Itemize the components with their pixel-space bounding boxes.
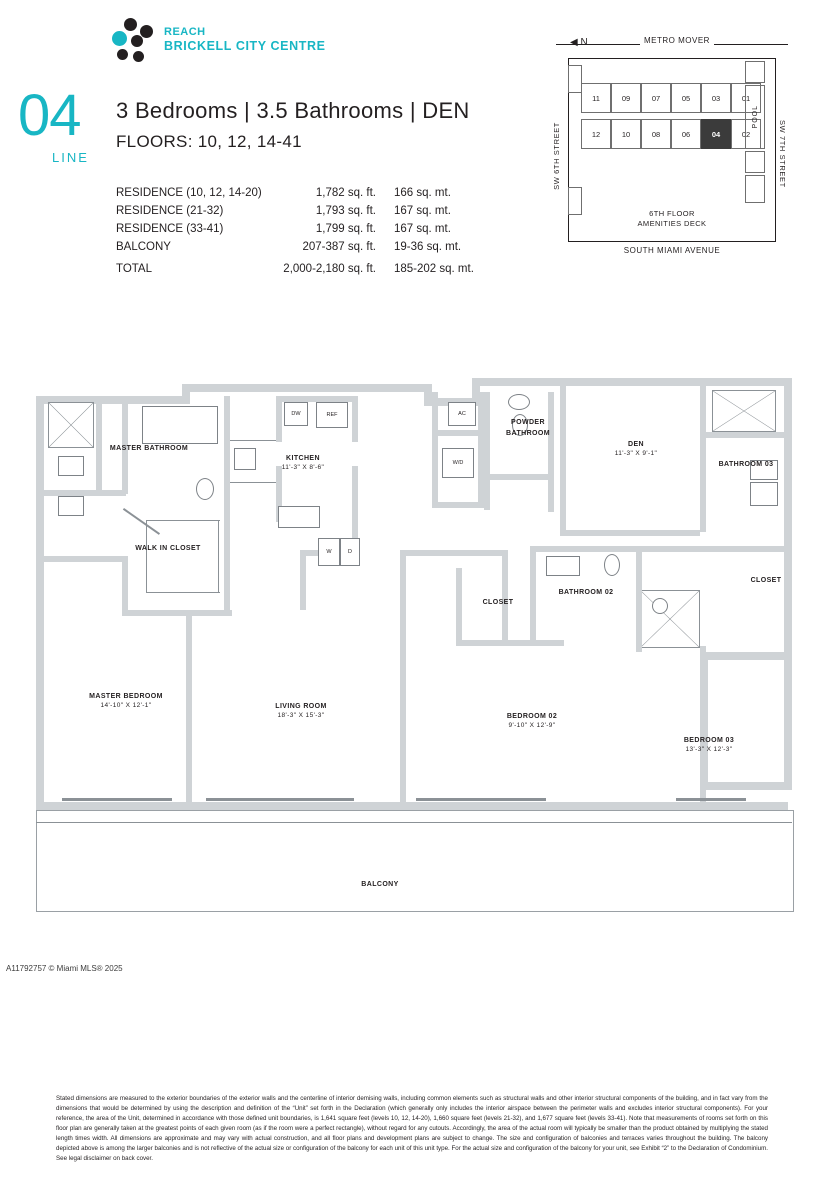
key-plan-unit-03[interactable]: 03 — [701, 83, 731, 113]
closet-shelf-top-right — [712, 390, 776, 432]
spec-label: TOTAL — [116, 263, 152, 275]
wall-bath02-left — [400, 550, 406, 668]
key-plan-unit-07[interactable]: 07 — [641, 83, 671, 113]
room-label-closet-2: CLOSET — [750, 577, 782, 584]
room-label-master-bedroom: MASTER BEDROOM 14'-10" X 12'-1" — [89, 693, 163, 710]
table-row — [116, 184, 480, 202]
table-row — [116, 260, 480, 278]
mls-watermark: A11792757 © Miami MLS® 2025 — [6, 964, 123, 973]
spec-sqft: 1,782 sq. ft. — [315, 187, 376, 199]
kitchen-sink — [278, 506, 320, 528]
room-label-balcony: BALCONY — [361, 881, 399, 888]
closet-line-4 — [146, 592, 220, 593]
room-label-living-room: LIVING ROOM 18'-3" X 15'-3" — [275, 703, 327, 720]
wall-powder-right — [548, 392, 554, 512]
pool-label: POOL — [751, 105, 759, 129]
spec-sqmt: 185-202 sq. mt. — [394, 263, 474, 275]
room-label-bathroom-03: BATHROOM 03 — [718, 461, 774, 468]
pool-area — [745, 85, 765, 149]
wall-closet-left — [122, 556, 128, 616]
window-master — [62, 798, 172, 801]
wall-closet-bottom — [122, 610, 232, 616]
spec-sqmt: 167 sq. mt. — [394, 205, 451, 217]
key-plan-unit-06[interactable]: 06 — [671, 119, 701, 149]
closet-line-2 — [146, 520, 147, 592]
amenities-deck-line2: AMENITIES DECK — [637, 219, 707, 228]
closet-line-1 — [146, 520, 220, 521]
room-label-walk-in-closet: WALK IN CLOSET — [135, 545, 201, 552]
toilet-master — [196, 478, 214, 500]
wall-closet-top — [36, 556, 128, 562]
room-label-kitchen: KITCHEN 11'-3" X 8'-6" — [281, 455, 325, 472]
wall-bottom-right — [700, 782, 792, 790]
floor-plan-drawing — [0, 370, 822, 973]
spec-label: RESIDENCE (10, 12, 14-20) — [116, 187, 262, 199]
wall-kitchen-left — [224, 396, 230, 612]
brand-logo — [112, 18, 326, 62]
key-plan-unit-12[interactable]: 12 — [581, 119, 611, 149]
sink-round — [652, 598, 668, 614]
sink-powder — [508, 394, 530, 410]
window-bed03 — [676, 798, 746, 801]
wall-bath02-right — [530, 546, 536, 646]
amenities-deck-line1: 6TH FLOOR — [649, 209, 695, 218]
brand-line-1: REACH — [164, 26, 206, 39]
room-label-bathroom-02: BATHROOM 02 — [558, 589, 614, 596]
washer: W — [318, 538, 340, 566]
wall-master-bed-right — [186, 646, 192, 810]
wall-bed02-closet — [636, 546, 642, 652]
wall-kitchen-pantry — [276, 396, 282, 442]
window-living-2 — [264, 798, 354, 801]
key-plan-unit-10[interactable]: 10 — [611, 119, 641, 149]
street-label-south-miami: SOUTH MIAMI AVENUE — [623, 246, 721, 255]
wall-wd-bottom — [432, 502, 484, 508]
refrigerator: REF — [316, 402, 348, 428]
wall-bath03-left — [700, 386, 706, 532]
key-plan-floorplate — [568, 58, 776, 242]
wall-closet-right-top — [700, 546, 792, 552]
wall-exterior-left — [36, 396, 44, 810]
spec-label: RESIDENCE (33-41) — [116, 223, 224, 235]
wall-bed03-left — [700, 646, 706, 810]
brand-line-2: BRICKELL CITY CENTRE — [164, 39, 326, 54]
room-label-powder-bathroom: POWDER BATHROOM — [506, 419, 550, 437]
balcony-area — [36, 810, 794, 912]
room-label-bedroom-02: BEDROOM 02 9'-10" X 12'-9" — [506, 713, 558, 730]
street-label-sw6th: SW 6TH STREET — [552, 122, 561, 190]
wall-powder-left — [484, 392, 490, 510]
wall-living-right — [400, 662, 406, 810]
closet-shelf-bed02 — [640, 590, 700, 648]
spec-label: BALCONY — [116, 241, 171, 253]
key-plan-unit-01[interactable]: 01 — [731, 83, 761, 113]
table-row — [116, 238, 480, 256]
spec-label: RESIDENCE (21-32) — [116, 205, 224, 217]
window-living-1 — [206, 798, 264, 801]
page-title: 3 Bedrooms | 3.5 Bathrooms | DEN — [116, 98, 470, 123]
sink-master-1 — [58, 456, 84, 476]
line-word-label: LINE — [52, 150, 89, 165]
wall-closet-mid2 — [456, 568, 462, 646]
room-label-closet-1: CLOSET — [482, 599, 514, 606]
ac-unit: AC — [448, 402, 476, 426]
wall-bath03-divider — [706, 432, 786, 438]
dishwasher: DW — [284, 402, 308, 426]
wall-ac-left — [432, 392, 438, 508]
tub-bath03 — [750, 482, 778, 506]
floors-label: FLOORS: 10, 12, 14-41 — [116, 132, 302, 151]
wall-kitchen-right-upper — [352, 396, 358, 442]
table-row — [116, 202, 480, 220]
wall-bath02-top — [400, 550, 508, 556]
sink-master-2 — [58, 496, 84, 516]
spec-sqft: 2,000-2,180 sq. ft. — [283, 263, 376, 275]
specs-table — [116, 184, 480, 278]
spec-sqmt: 167 sq. mt. — [394, 223, 451, 235]
north-arrow-icon: ◀ N — [570, 37, 588, 48]
legal-disclaimer: Stated dimensions are measured to the exterior boundaries of the exterior walls and the centerline of interior demising walls, including common elements such as structural walls and other interior structural components of the building, and in fact vary from the dimensions that would be determined by using the description and definition of the “Unit” set forth in the Declaration (which generally only includes the interior airspace between the perimeter walls and excludes interior structural components). For your reference, the area of the Unit, determined in accordance with those defined unit boundaries, is 1,641 square feet (levels 10, 12, 14-20), 1,660 square feet (levels 21-32), and 1,677 square feet (levels 33-41). Note that measurements of rooms set forth on this floor plan are generally taken at the greatest points of each given room (as if the room were a perfect rectangle), without regard for any cutouts. Accordingly, the area of the actual room will typically be smaller than the product obtained by multiplying the stated length times width. All dimensions are approximate and may vary with actual construction, and all floor plans and development plans are subject to change. The size and configuration of balconies and terraces varies throughout the building. The balcony depicted above is among the larger balconies and is not reflective of the actual size or configuration of the balcony for each unit of this unit type. For the actual size and configuration of the balcony for your unit, see Exhibit “2” to the Declaration of Condominium. See legal disclaimer on back cover. — [56, 1095, 768, 1163]
wall-top-mid — [182, 384, 430, 392]
wall-hall-right — [186, 610, 192, 646]
tub-master — [142, 406, 218, 444]
wall-powder-bottom — [484, 474, 554, 480]
shower-master — [48, 402, 94, 448]
spec-sqft: 1,799 sq. ft. — [315, 223, 376, 235]
wall-den-bottom — [560, 530, 700, 536]
wall-laundry-left — [300, 550, 306, 610]
spec-sqft: 207-387 sq. ft. — [302, 241, 376, 253]
vanity-bath02 — [546, 556, 580, 576]
wall-top-right — [472, 378, 792, 386]
spec-sqmt: 19-36 sq. mt. — [394, 241, 462, 253]
wall-bed02-top — [530, 546, 710, 552]
window-bed02 — [416, 798, 546, 801]
wall-bottom — [36, 802, 788, 810]
room-label-master-bathroom: MASTER BATHROOM — [109, 445, 189, 452]
wall-bath02-bottom — [456, 640, 564, 646]
spec-sqft: 1,793 sq. ft. — [315, 205, 376, 217]
logo-dots-icon — [112, 18, 156, 62]
key-plan-unit-05[interactable]: 05 — [671, 83, 701, 113]
key-plan — [552, 28, 788, 255]
wall-ac-bottom — [432, 430, 480, 436]
key-plan-unit-04-selected[interactable]: 04 — [701, 119, 731, 149]
key-plan-unit-02[interactable]: 02 — [731, 119, 761, 149]
room-label-den: DEN 11'-3" X 9'-1" — [614, 441, 658, 458]
wall-den-left — [560, 386, 566, 536]
spec-sqmt: 166 sq. mt. — [394, 187, 451, 199]
wall-exterior-right — [784, 378, 792, 678]
street-label-sw7th: SW 7TH STREET — [778, 120, 787, 188]
key-plan-unit-09[interactable]: 09 — [611, 83, 641, 113]
key-plan-unit-11[interactable]: 11 — [581, 83, 611, 113]
dryer: D — [340, 538, 360, 566]
wall-far-right — [784, 652, 792, 790]
key-plan-unit-08[interactable]: 08 — [641, 119, 671, 149]
washer-dryer: W/D — [442, 448, 474, 478]
metro-mover-label: METRO MOVER — [640, 36, 714, 45]
wall-right-jog — [700, 652, 792, 660]
closet-line-3 — [218, 520, 219, 592]
table-row — [116, 220, 480, 238]
line-number: 04 — [18, 83, 81, 148]
toilet-bath02 — [604, 554, 620, 576]
cooktop — [234, 448, 256, 470]
room-label-bedroom-03: BEDROOM 03 13'-3" X 12'-3" — [683, 737, 735, 754]
wall-master-bath-right — [96, 396, 102, 492]
